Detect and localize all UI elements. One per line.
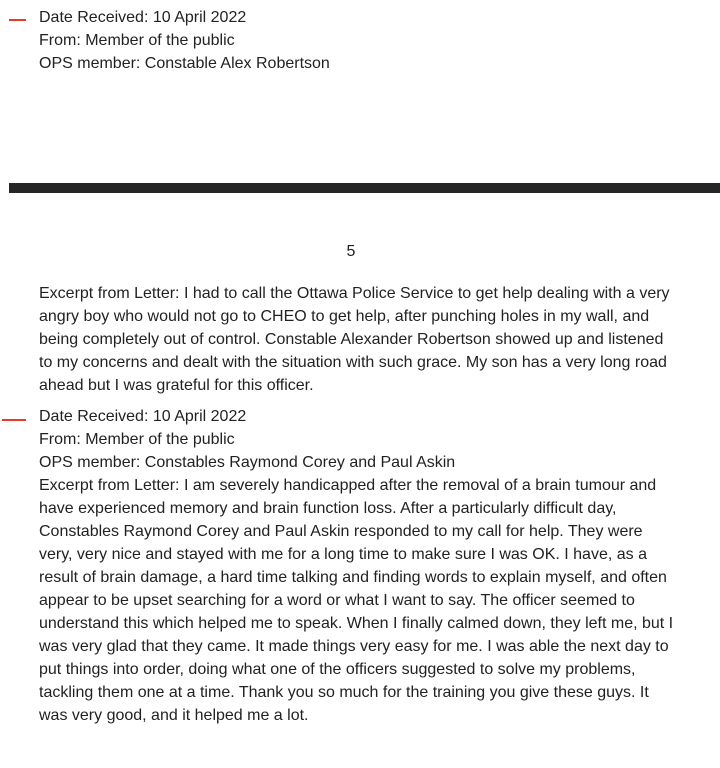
ops-member-bottom: OPS member: Constables Raymond Corey and Paul Askin xyxy=(39,454,456,471)
letter-excerpt-1: Excerpt from Letter: I had to call the Ottawa Police Service to get help dealing with a very angry boy who would not go to CHEO to get help, after punching holes in my wall, and being completely out of control. Constable Alexander Robertson showed up and listened to my concerns and dealt with the situation with such grace. My son has a very long road ahead but I was grateful for this officer. xyxy=(39,285,670,394)
date-received-bottom: Date Received: 10 April 2022 xyxy=(39,408,247,425)
change-marker-bottom xyxy=(2,419,26,421)
page-divider xyxy=(9,183,720,193)
from-bottom: From: Member of the public xyxy=(39,431,235,448)
letter-excerpt-2: Excerpt from Letter: I am severely handicapped after the removal of a brain tumour and have experienced memory and brain function loss. After a particularly difficult day, Constables Raymond Corey and Paul Askin responded to my call for help. They were very, very nice and stayed with me for a long time to make sure I was OK. I have, as a result of brain damage, a hard time talking and finding words to explain myself, and often appear to be upset searching for a word or what I want to say. The officer seemed to understand this which helped me to speak. When I finally calmed down, they left me, but I was very glad that they came. It made things very easy for me. I was able the next day to put things into order, doing what one of the officers suggested to solve my problems, tackling them one at a time. Thank you so much for the training you give these guys. It was very good, and it helped me a lot. xyxy=(39,477,674,724)
date-received-top: Date Received: 10 April 2022 xyxy=(39,9,247,26)
from-top: From: Member of the public xyxy=(39,32,235,49)
change-marker-top xyxy=(9,19,26,21)
page-number: 5 xyxy=(346,243,356,260)
ops-member-top: OPS member: Constable Alex Robertson xyxy=(39,55,330,72)
